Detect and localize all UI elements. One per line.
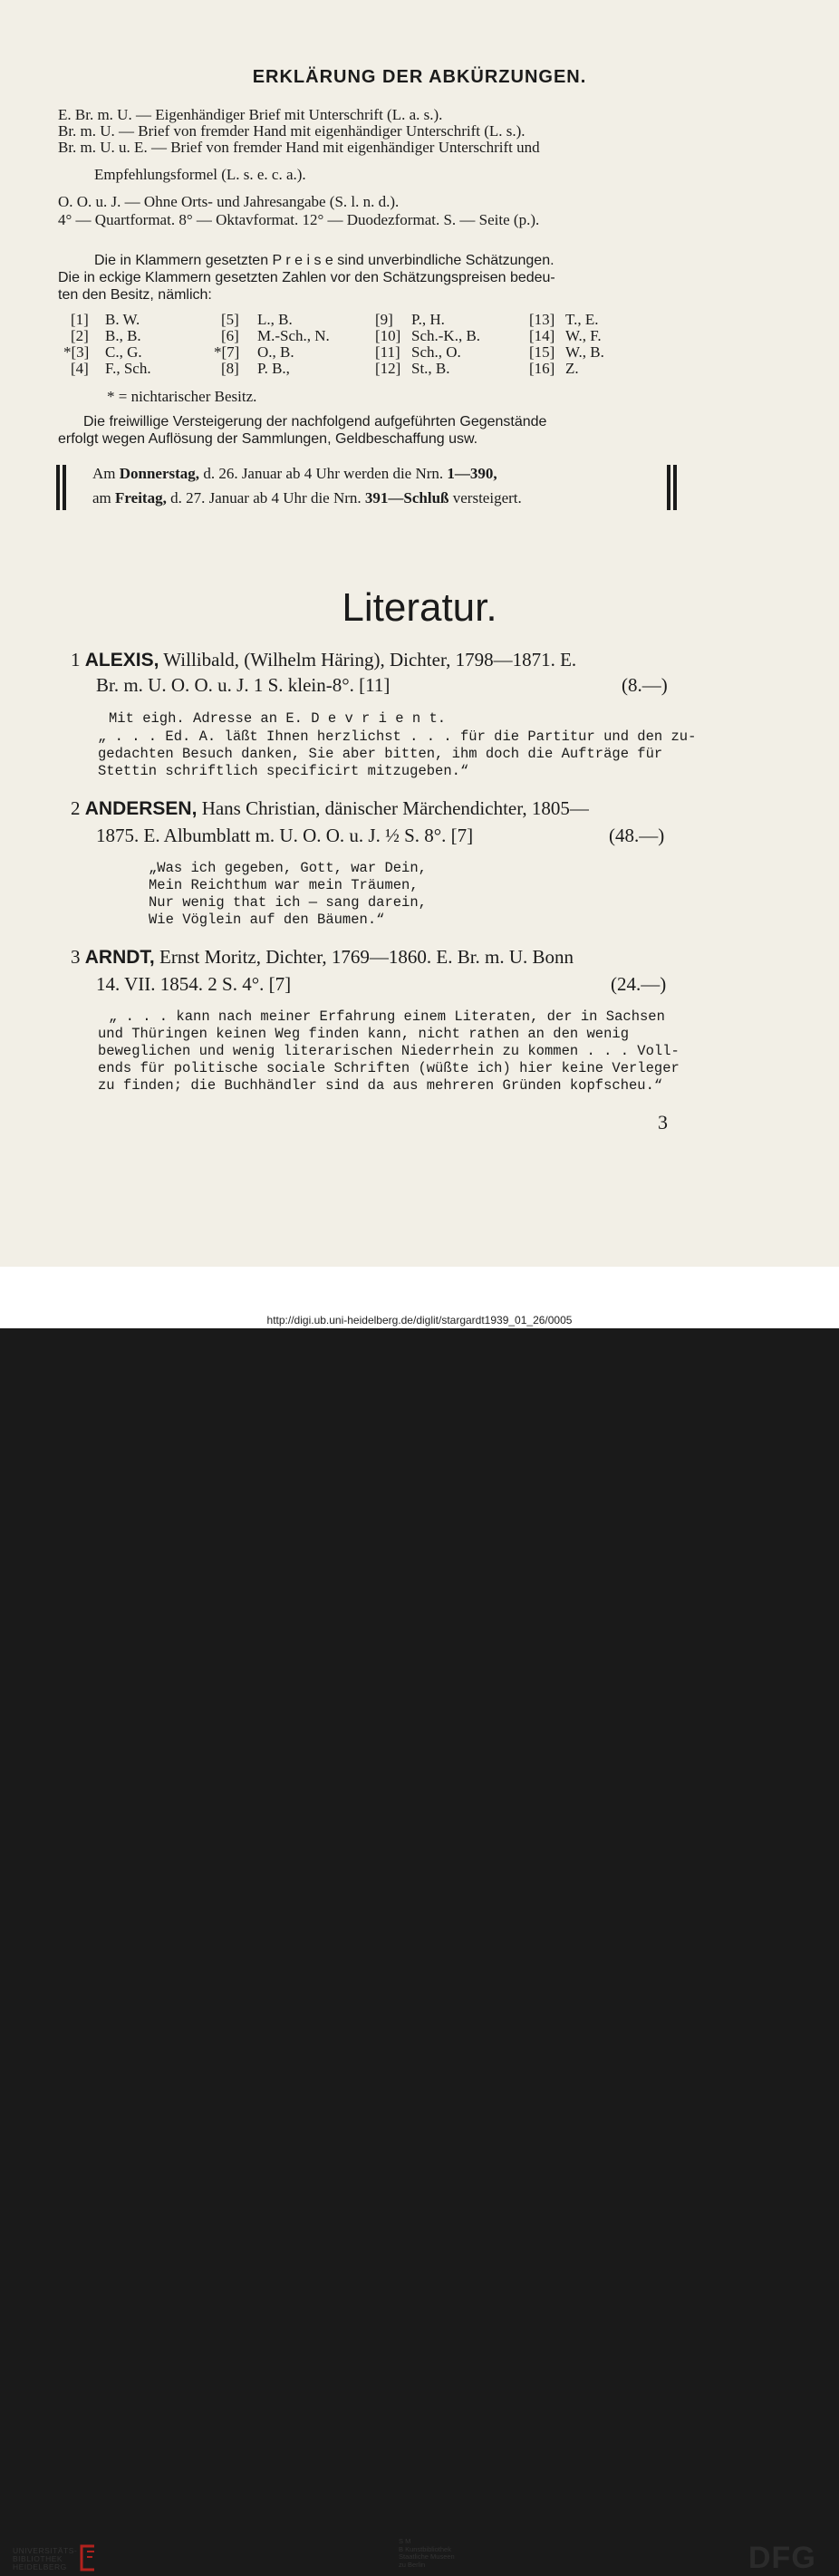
owner-name: T., E. (565, 311, 599, 328)
entry-description: Hans Christian, dänischer Märchendichter, 1805— (197, 797, 589, 819)
right-bar-rule (667, 465, 670, 510)
owner-name: Sch., O. (411, 343, 461, 361)
entry-note: Mit eigh. Adresse an E. D e v r i e n t. (109, 710, 447, 727)
owner-code: [12] (375, 360, 401, 377)
owner-code: [4] (71, 360, 89, 377)
entry-price: (48.—) (609, 825, 665, 846)
owner-name: M.-Sch., N. (257, 327, 330, 344)
entry-description: Willibald, (Wilhelm Häring), Dichter, 1798—1871. E. (159, 649, 577, 671)
owner-code: [8] (221, 360, 239, 377)
schedule-line-friday (92, 487, 522, 510)
owner-name: L., B. (257, 311, 293, 328)
schedule-text: d. 26. Januar ab 4 Uhr werden die Nrn. (199, 465, 448, 482)
entry-details: Br. m. U. O. O. u. J. 1 S. klein-8°. [11] (96, 674, 391, 696)
museum-label-line: zu Berlin (399, 2560, 426, 2569)
quote-line: gedachten Besuch danken, Sie aber bitten, ihm doch die Aufträge für (98, 746, 663, 762)
owner-name: O., B. (257, 343, 294, 361)
schedule-text: versteigert. (448, 489, 522, 507)
owner-code: [13] (529, 311, 555, 328)
section-title: Literatur. (342, 585, 497, 630)
entry-price: (8.—) (622, 674, 668, 696)
dfg-logo: DFG (748, 2541, 816, 2575)
abbreviation-line: Br. m. U. — Brief von fremder Hand mit eigenhändiger Unterschrift (L. s.). (58, 122, 526, 140)
price-note-line: Die in eckige Klammern gesetzten Zahlen vor den Schätzungspreisen bedeu- (58, 270, 555, 285)
quote-line: Mein Reichthum war mein Träumen, (149, 877, 419, 893)
quote-line: zu finden; die Buchhändler sind da aus mehreren Gründen kopfscheu.“ (98, 1077, 663, 1094)
quote-line: „ . . . kann nach meiner Erfahrung einem Literaten, der in Sachsen (109, 1008, 665, 1025)
entry-line (71, 646, 576, 674)
schedule-line-thursday (92, 462, 497, 486)
owner-code: [15] (529, 343, 555, 361)
owner-code: [5] (221, 311, 239, 328)
entry-price: (24.—) (611, 973, 667, 995)
nonaryan-note: * = nichtarischer Besitz. (107, 388, 257, 405)
museum-label-line: S M (399, 2537, 411, 2545)
owner-name: Z. (565, 360, 579, 377)
museum-label (399, 2538, 455, 2569)
owner-code: [11] (375, 343, 400, 361)
schedule-text: am (92, 489, 116, 507)
owner-name: C., G. (105, 343, 142, 361)
schedule-text: d. 27. Januar ab 4 Uhr die Nrn. (166, 489, 365, 507)
entry-details: 14. VII. 1854. 2 S. 4°. [7] (96, 973, 292, 995)
price-note-line: ten den Besitz, nämlich: (58, 287, 212, 303)
owner-code: *[7] (214, 343, 240, 361)
library-label-line: BIBLIOTHEK (13, 2554, 63, 2563)
schedule-numbers: 1—390, (447, 465, 497, 482)
schedule-numbers: 391—Schluß (364, 489, 449, 507)
entry-line (71, 795, 589, 823)
quote-line: und Thüringen keinen Weg finden kann, nicht rathen an den wenig (98, 1026, 629, 1042)
owner-name: P., H. (411, 311, 445, 328)
abbreviations-heading: ERKLÄRUNG DER ABKÜRZUNGEN. (252, 67, 587, 87)
library-logo-icon (76, 2544, 98, 2571)
museum-label-line: B Kunstbibliothek (399, 2544, 451, 2553)
abbreviation-line: E. Br. m. U. — Eigenhändiger Brief mit Unterschrift (L. a. s.). (58, 106, 443, 123)
owner-name: Sch.-K., B. (411, 327, 481, 344)
entry-name: ANDERSEN, (84, 798, 198, 819)
owner-code: [9] (375, 311, 393, 328)
abbreviation-line: O. O. u. J. — Ohne Orts- und Jahresangabe (S. l. n. d.). (58, 193, 400, 210)
auction-note-line: Die freiwillige Versteigerung der nachfolgend aufgeführten Gegenstände (83, 414, 547, 429)
owner-code: [16] (529, 360, 555, 377)
owner-name: St., B. (411, 360, 450, 377)
owner-name: B., B. (105, 327, 141, 344)
source-url[interactable]: http://digi.ub.uni-heidelberg.de/diglit/stargardt1939_01_26/0005 (0, 1312, 839, 1328)
library-label-line: HEIDELBERG (13, 2562, 67, 2571)
quote-line: ends für politische sociale Schriften (wüßte ich) hier keine Verleger (98, 1060, 680, 1076)
quote-line: beweglichen und wenig literarischen Niederrhein zu kommen . . . Voll- (98, 1043, 680, 1059)
owner-code: [14] (529, 327, 555, 344)
entry-description: Ernst Moritz, Dichter, 1769—1860. E. Br. m. U. Bonn (154, 946, 574, 968)
left-bar-rule (63, 465, 66, 510)
price-note-line: Die in Klammern gesetzten P r e i s e sind unverbindliche Schätzungen. (94, 253, 555, 268)
quote-line: „ . . . Ed. A. läßt Ihnen herzlichst . . . für die Partitur und den zu- (98, 728, 697, 745)
library-label (13, 2547, 77, 2571)
schedule-text: Am (92, 465, 120, 482)
owner-name: P. B., (257, 360, 290, 377)
owner-name: F., Sch. (105, 360, 151, 377)
entry-number: 2 (71, 797, 81, 819)
quote-line: „Was ich gegeben, Gott, war Dein, (149, 860, 427, 876)
entry-details: 1875. E. Albumblatt m. U. O. O. u. J. ½ S. 8°. [7] (96, 825, 474, 846)
page-number: 3 (658, 1111, 668, 1134)
entry-name: ARNDT, (84, 947, 155, 968)
owner-name: B. W. (105, 311, 140, 328)
schedule-day: Freitag, (115, 489, 167, 507)
quote-line: Stettin schriftlich specificirt mitzugeben.“ (98, 763, 469, 779)
owner-code: *[3] (63, 343, 90, 361)
owner-name: W., B. (565, 343, 604, 361)
quote-line: Wie Vöglein auf den Bäumen.“ (149, 912, 385, 928)
entry-number: 1 (71, 649, 81, 671)
abbreviation-line: Empfehlungsformel (L. s. e. c. a.). (94, 166, 306, 183)
schedule-day: Donnerstag, (119, 465, 200, 482)
entry-line (71, 943, 574, 971)
entry-name: ALEXIS, (84, 650, 159, 671)
library-label-line: UNIVERSITÄTS- (13, 2546, 78, 2555)
owner-code: [10] (375, 327, 401, 344)
document-page (0, 0, 839, 1267)
abbreviation-line: Br. m. U. u. E. — Brief von fremder Hand mit eigenhändiger Unterschrift und (58, 139, 540, 156)
left-bar-rule (56, 465, 60, 510)
entry-number: 3 (71, 946, 81, 968)
right-bar-rule (673, 465, 677, 510)
owner-code: [2] (71, 327, 89, 344)
abbreviation-line: 4° — Quartformat. 8° — Oktavformat. 12° — Duodezformat. S. — Seite (p.). (58, 211, 540, 228)
owner-code: [1] (71, 311, 89, 328)
museum-label-line: Staatliche Museen (399, 2552, 455, 2561)
quote-line: Nur wenig that ich — sang darein, (149, 894, 427, 911)
auction-note-line: erfolgt wegen Auflösung der Sammlungen, Geldbeschaffung usw. (58, 431, 478, 447)
owner-name: W., F. (565, 327, 602, 344)
owner-code: [6] (221, 327, 239, 344)
